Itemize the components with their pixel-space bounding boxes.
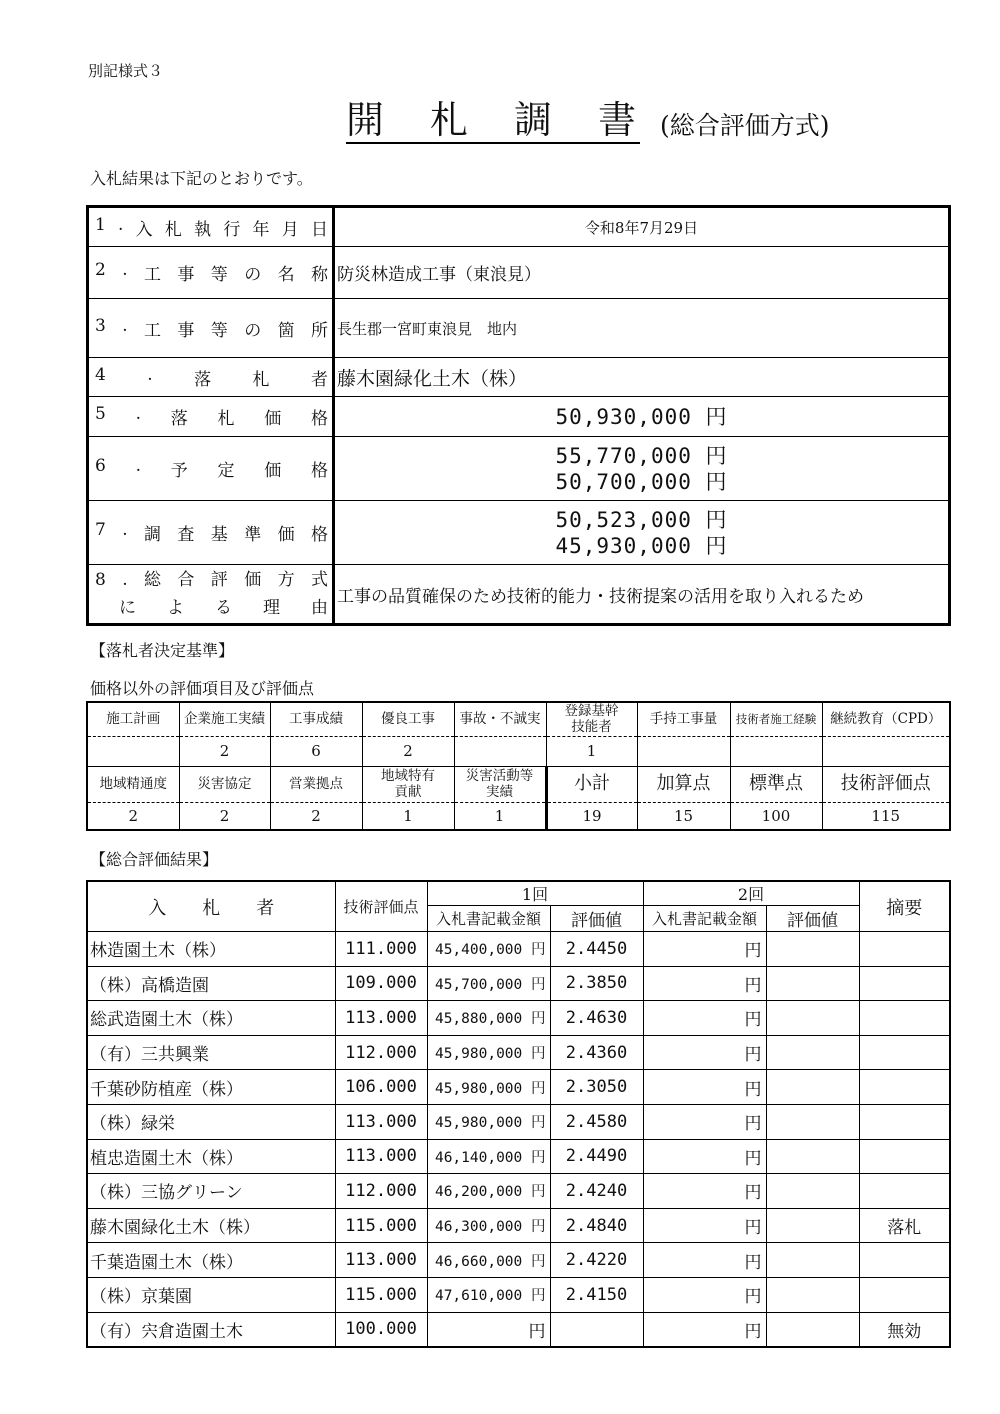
remark bbox=[859, 1001, 950, 1036]
bidder-name: （株）高橋造園 bbox=[87, 966, 335, 1001]
info-value-line: 50,700,000 円 bbox=[555, 469, 728, 494]
round2-eval bbox=[766, 1001, 859, 1036]
score-header-cell: 加算点 bbox=[637, 766, 730, 802]
bidder-name: 植忠造園土木（株） bbox=[87, 1139, 335, 1174]
result-heading: 【総合評価結果】 bbox=[90, 850, 219, 869]
remark bbox=[859, 1139, 950, 1174]
score-header-cell: 手持工事量 bbox=[637, 702, 730, 736]
info-value: 長生郡一宮町東浪見 地内 bbox=[334, 299, 950, 358]
round1-eval: 2.4360 bbox=[550, 1035, 643, 1070]
round2-eval bbox=[766, 1312, 859, 1347]
bidder-header: 入 札 者 bbox=[87, 881, 335, 932]
score-table bbox=[86, 701, 951, 831]
info-value-line: 45,930,000 円 bbox=[555, 533, 728, 558]
result-row bbox=[87, 1035, 950, 1070]
info-value-line: 50,523,000 円 bbox=[555, 507, 728, 532]
remark bbox=[859, 932, 950, 967]
score-value-cell: 115 bbox=[822, 802, 950, 830]
round2-amount: 円 bbox=[643, 1070, 766, 1105]
score-header-cell: 災害活動等 実績 bbox=[454, 766, 546, 802]
result-row bbox=[87, 1001, 950, 1036]
round1-amount: 46,660,000 円 bbox=[427, 1243, 550, 1278]
result-row bbox=[87, 1070, 950, 1105]
round1-amount: 45,880,000 円 bbox=[427, 1001, 550, 1036]
round1-eval: 2.4580 bbox=[550, 1104, 643, 1139]
round1-eval: 2.4220 bbox=[550, 1243, 643, 1278]
intro-text: 入札結果は下記のとおりです。 bbox=[90, 169, 313, 188]
round2-amount: 円 bbox=[643, 1035, 766, 1070]
score-value-cell: 19 bbox=[546, 802, 637, 830]
bid-info-table bbox=[86, 205, 951, 626]
bidder-name: 林造園土木（株） bbox=[87, 932, 335, 967]
info-label bbox=[88, 565, 334, 625]
form-label: 別記様式３ bbox=[88, 62, 164, 80]
score-header-cell: 技術者施工経験 bbox=[730, 702, 822, 736]
round2-amount: 円 bbox=[643, 966, 766, 1001]
round1-eval: 2.4150 bbox=[550, 1277, 643, 1312]
info-value bbox=[334, 501, 950, 565]
result-row bbox=[87, 1277, 950, 1312]
tech-score: 106.000 bbox=[335, 1070, 427, 1105]
score-header-cell: 地域特有 貢献 bbox=[362, 766, 454, 802]
round1-eval: 2.4450 bbox=[550, 932, 643, 967]
result-row bbox=[87, 932, 950, 967]
info-label bbox=[88, 358, 334, 397]
info-row bbox=[88, 397, 950, 437]
bidder-name: 総武造園土木（株） bbox=[87, 1001, 335, 1036]
remarks-header: 摘要 bbox=[859, 881, 950, 932]
score-value-cell: 6 bbox=[270, 736, 362, 766]
score-value-row bbox=[87, 736, 950, 766]
score-header-cell: 地域精通度 bbox=[87, 766, 179, 802]
bidder-name: （有）宍倉造園土木 bbox=[87, 1312, 335, 1347]
result-body bbox=[87, 932, 950, 1347]
remark bbox=[859, 1070, 950, 1105]
score-value-cell bbox=[637, 736, 730, 766]
info-value: 藤木園緑化土木（株） bbox=[334, 358, 950, 397]
info-value: 防災林造成工事（東浪見） bbox=[334, 247, 950, 299]
tech-score: 111.000 bbox=[335, 932, 427, 967]
score-header-cell: 優良工事 bbox=[362, 702, 454, 736]
score-value-cell: 1 bbox=[454, 802, 546, 830]
info-value: 50,930,000 円 bbox=[334, 397, 950, 437]
score-value-cell: 2 bbox=[179, 802, 270, 830]
result-row bbox=[87, 1139, 950, 1174]
remark bbox=[859, 1104, 950, 1139]
remark bbox=[859, 966, 950, 1001]
score-value-cell: 1 bbox=[546, 736, 637, 766]
score-value-cell bbox=[730, 736, 822, 766]
info-row bbox=[88, 207, 950, 247]
score-header-cell: 企業施工実績 bbox=[179, 702, 270, 736]
round2-header: 2回 bbox=[643, 881, 859, 906]
bidder-name: 藤木園緑化土木（株） bbox=[87, 1208, 335, 1243]
score-value-cell: 1 bbox=[362, 802, 454, 830]
round1-eval: 2.4630 bbox=[550, 1001, 643, 1036]
tech-score: 100.000 bbox=[335, 1312, 427, 1347]
round1-eval: 2.4490 bbox=[550, 1139, 643, 1174]
bidder-name: （株）緑栄 bbox=[87, 1104, 335, 1139]
info-row bbox=[88, 247, 950, 299]
tech-score: 113.000 bbox=[335, 1243, 427, 1278]
eval-header: 評価値 bbox=[766, 906, 859, 932]
amount-header: 入札書記載金額 bbox=[643, 906, 766, 932]
info-label bbox=[88, 247, 334, 299]
score-header-cell: 小計 bbox=[546, 766, 637, 802]
score-header-cell: 事故・不誠実 bbox=[454, 702, 546, 736]
score-header-cell: 継続教育（CPD） bbox=[822, 702, 950, 736]
round2-eval bbox=[766, 1139, 859, 1174]
round1-amount: 46,300,000 円 bbox=[427, 1208, 550, 1243]
info-value bbox=[334, 437, 950, 501]
round2-eval bbox=[766, 932, 859, 967]
info-label bbox=[88, 299, 334, 358]
round2-amount: 円 bbox=[643, 1139, 766, 1174]
tech-score: 109.000 bbox=[335, 966, 427, 1001]
score-value-cell: 2 bbox=[270, 802, 362, 830]
info-row bbox=[88, 565, 950, 625]
info-label-text: 5 . 落 札 価 格 bbox=[95, 404, 330, 429]
round1-amount: 46,200,000 円 bbox=[427, 1174, 550, 1209]
result-row bbox=[87, 1208, 950, 1243]
result-header-row bbox=[87, 881, 950, 906]
round2-amount: 円 bbox=[643, 1104, 766, 1139]
remark: 無効 bbox=[859, 1312, 950, 1347]
result-row bbox=[87, 1104, 950, 1139]
page-title: 開 札 調 書 bbox=[346, 98, 641, 142]
info-label bbox=[88, 501, 334, 565]
remark bbox=[859, 1174, 950, 1209]
result-row bbox=[87, 1243, 950, 1278]
info-label bbox=[88, 397, 334, 437]
info-row bbox=[88, 299, 950, 358]
round2-eval bbox=[766, 1070, 859, 1105]
info-row bbox=[88, 437, 950, 501]
round1-eval: 2.4840 bbox=[550, 1208, 643, 1243]
remark bbox=[859, 1277, 950, 1312]
tech-score: 115.000 bbox=[335, 1277, 427, 1312]
round2-amount: 円 bbox=[643, 1001, 766, 1036]
remark bbox=[859, 1035, 950, 1070]
score-header-cell: 営業拠点 bbox=[270, 766, 362, 802]
round1-eval: 2.4240 bbox=[550, 1174, 643, 1209]
round1-eval: 2.3050 bbox=[550, 1070, 643, 1105]
info-value: 工事の品質確保のため技術的能力・技術提案の活用を取り入れるため bbox=[334, 565, 950, 625]
tech-score: 113.000 bbox=[335, 1139, 427, 1174]
remark bbox=[859, 1243, 950, 1278]
bidder-name: （株）京葉園 bbox=[87, 1277, 335, 1312]
score-header-row bbox=[87, 766, 950, 802]
score-header-cell: 登録基幹 技能者 bbox=[546, 702, 637, 736]
info-label-text: に よ る 理 由 bbox=[119, 598, 330, 618]
round2-amount: 円 bbox=[643, 1277, 766, 1312]
round1-eval: 2.3850 bbox=[550, 966, 643, 1001]
amount-header: 入札書記載金額 bbox=[427, 906, 550, 932]
info-label-text: 7 . 調 査 基 準 価 格 bbox=[95, 520, 330, 545]
round2-eval bbox=[766, 1208, 859, 1243]
round1-amount: 45,980,000 円 bbox=[427, 1104, 550, 1139]
result-table bbox=[86, 880, 951, 1348]
info-label-text: 2 . 工 事 等 の 名 称 bbox=[95, 260, 330, 285]
round1-amount: 円 bbox=[427, 1312, 550, 1347]
score-value-cell bbox=[822, 736, 950, 766]
page-subtitle: (総合評価方式) bbox=[660, 111, 830, 140]
round1-amount: 46,140,000 円 bbox=[427, 1139, 550, 1174]
round2-eval bbox=[766, 1035, 859, 1070]
score-header-cell: 標準点 bbox=[730, 766, 822, 802]
score-header-cell: 災害協定 bbox=[179, 766, 270, 802]
criteria-heading: 【落札者決定基準】 bbox=[90, 641, 235, 660]
round2-amount: 円 bbox=[643, 932, 766, 967]
info-label bbox=[88, 437, 334, 501]
bidder-name: 千葉砂防植産（株） bbox=[87, 1070, 335, 1105]
round1-eval bbox=[550, 1312, 643, 1347]
tech-score: 115.000 bbox=[335, 1208, 427, 1243]
round2-eval bbox=[766, 1104, 859, 1139]
tech-score: 113.000 bbox=[335, 1001, 427, 1036]
score-header-cell: 工事成績 bbox=[270, 702, 362, 736]
round2-amount: 円 bbox=[643, 1312, 766, 1347]
result-row bbox=[87, 1174, 950, 1209]
info-value-line: 55,770,000 円 bbox=[555, 443, 728, 468]
round2-amount: 円 bbox=[643, 1243, 766, 1278]
round2-amount: 円 bbox=[643, 1174, 766, 1209]
info-row bbox=[88, 358, 950, 397]
score-value-cell bbox=[87, 736, 179, 766]
result-row bbox=[87, 966, 950, 1001]
round1-amount: 45,980,000 円 bbox=[427, 1070, 550, 1105]
info-label-text: 6 . 予 定 価 格 bbox=[95, 456, 330, 481]
tech-score-header: 技術評価点 bbox=[335, 881, 427, 932]
bidder-name: 千葉造園土木（株） bbox=[87, 1243, 335, 1278]
round1-header: 1回 bbox=[427, 881, 643, 906]
round1-amount: 47,610,000 円 bbox=[427, 1277, 550, 1312]
bidder-name: （株）三協グリーン bbox=[87, 1174, 335, 1209]
score-value-cell bbox=[454, 736, 546, 766]
round2-amount: 円 bbox=[643, 1208, 766, 1243]
info-label-text: 3 . 工 事 等 の 箇 所 bbox=[95, 315, 330, 341]
bidder-name: （有）三共興業 bbox=[87, 1035, 335, 1070]
score-value-cell: 15 bbox=[637, 802, 730, 830]
info-label bbox=[88, 207, 334, 247]
round1-amount: 45,980,000 円 bbox=[427, 1035, 550, 1070]
info-label-text: 8 . 総 合 評 価 方 式 bbox=[95, 570, 330, 590]
tech-score: 112.000 bbox=[335, 1035, 427, 1070]
round1-amount: 45,700,000 円 bbox=[427, 966, 550, 1001]
remark: 落札 bbox=[859, 1208, 950, 1243]
score-value-row bbox=[87, 802, 950, 830]
score-value-cell: 2 bbox=[179, 736, 270, 766]
round1-amount: 45,400,000 円 bbox=[427, 932, 550, 967]
tech-score: 112.000 bbox=[335, 1174, 427, 1209]
info-row bbox=[88, 501, 950, 565]
info-label-text: 4 . 落 札 者 bbox=[95, 364, 330, 390]
info-value: 令和8年7月29日 bbox=[334, 207, 950, 247]
score-header-row bbox=[87, 702, 950, 736]
score-header-cell: 技術評価点 bbox=[822, 766, 950, 802]
round2-eval bbox=[766, 1174, 859, 1209]
round2-eval bbox=[766, 1243, 859, 1278]
tech-score: 113.000 bbox=[335, 1104, 427, 1139]
round2-eval bbox=[766, 966, 859, 1001]
score-value-cell: 2 bbox=[362, 736, 454, 766]
round2-eval bbox=[766, 1277, 859, 1312]
score-heading: 価格以外の評価項目及び評価点 bbox=[90, 679, 315, 698]
result-row bbox=[87, 1312, 950, 1347]
score-header-cell: 施工計画 bbox=[87, 702, 179, 736]
eval-header: 評価値 bbox=[550, 906, 643, 932]
info-label-text: 1 . 入 札 執 行 年 月 日 bbox=[95, 214, 330, 240]
score-value-cell: 100 bbox=[730, 802, 822, 830]
score-value-cell: 2 bbox=[87, 802, 179, 830]
